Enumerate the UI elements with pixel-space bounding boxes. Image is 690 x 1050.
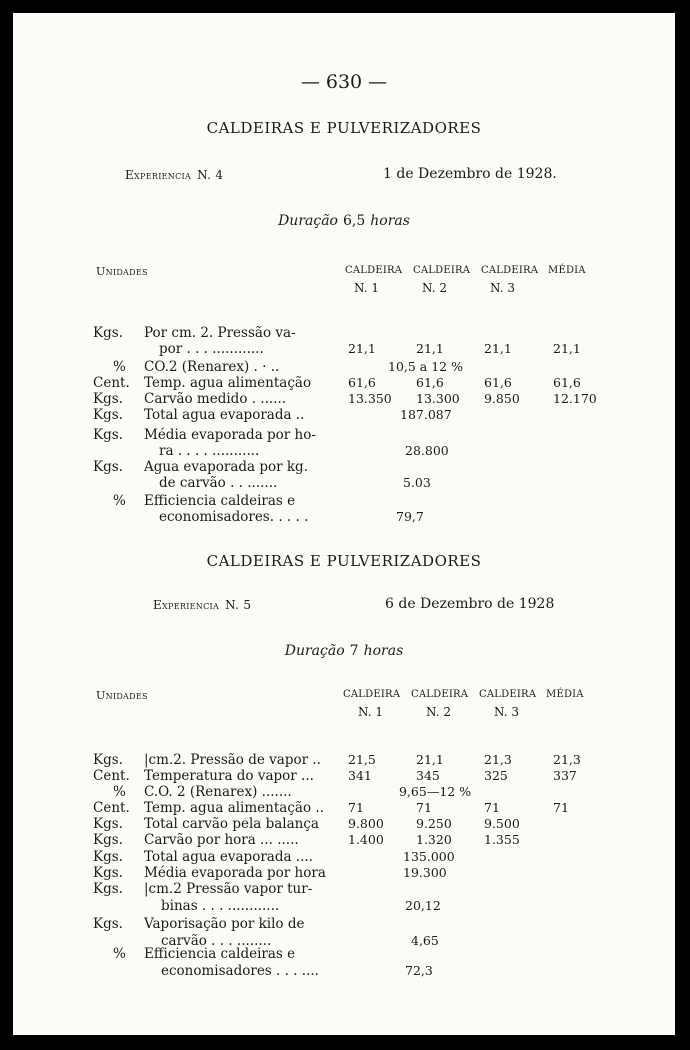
section2-duration — [13, 643, 675, 659]
section1-row-value: 21,1 — [416, 341, 444, 356]
section1-units-header: Unidades — [96, 265, 148, 278]
section2-row-unit: Kgs. — [93, 752, 123, 768]
page-number: — 630 — — [300, 71, 388, 93]
section2-row-description: Temperatura do vapor ... — [144, 768, 314, 784]
section2-row-value: 337 — [553, 768, 577, 783]
section2-duration-label: Duração — [284, 643, 345, 659]
section2-row-unit: % — [113, 784, 126, 800]
section2-row-value: 1.355 — [484, 832, 520, 847]
section2-row-unit: Kgs. — [93, 881, 123, 897]
section1-row-description: CO.2 (Renarex) . · .. — [144, 359, 280, 375]
document-page — [13, 13, 675, 1035]
section1-row-value: 61,6 — [553, 375, 581, 390]
section1-row-unit: Kgs. — [93, 427, 123, 443]
section1-row-merged-value: 28.800 — [405, 443, 449, 458]
section1-column-header: CALDEIRA — [345, 265, 403, 276]
section1-column-number: N. 3 — [490, 281, 515, 295]
section1-row-unit: % — [113, 493, 126, 509]
section2-row-value: 71 — [348, 800, 364, 815]
section1-row-merged-value: 187.087 — [400, 407, 452, 422]
section2-row-unit: Cent. — [93, 768, 130, 784]
section1-duration — [13, 213, 675, 229]
section2-column-number: N. 2 — [426, 705, 451, 719]
section2-row-description: Efficiencia caldeiras e — [144, 946, 296, 962]
section1-column-number: N. 1 — [354, 281, 379, 295]
section2-row-description: Total agua evaporada .... — [144, 849, 313, 865]
section2-date: 6 de Dezembro de 1928 — [385, 596, 555, 612]
section2-row-description: |cm.2 Pressão vapor tur- — [144, 881, 313, 897]
section2-column-header: MÉDIA — [546, 689, 584, 700]
section2-duration-unit: horas — [363, 643, 404, 659]
section1-row-description: Efficiencia caldeiras e — [144, 493, 296, 509]
section2-row-unit: Cent. — [93, 800, 130, 816]
section2-row-value: 345 — [416, 768, 440, 783]
section2-row-value: 1.320 — [416, 832, 452, 847]
section1-row-unit: % — [113, 359, 126, 375]
section1-row-description: Temp. agua alimentação — [144, 375, 312, 391]
section1-row-unit: Kgs. — [93, 325, 123, 341]
section2-row-unit: Kgs. — [93, 916, 123, 932]
section1-row-value: 61,6 — [416, 375, 444, 390]
section2-column-number: N. 1 — [358, 705, 383, 719]
section1-row-value: 13.300 — [416, 391, 460, 406]
section2-row-unit: % — [113, 946, 126, 962]
section1-row-description: Agua evaporada por kg. — [144, 459, 308, 475]
section1-row-value: 21,1 — [484, 341, 512, 356]
section1-experiment — [125, 168, 223, 183]
section2-column-number: N. 3 — [494, 705, 519, 719]
section1-row-unit: Kgs. — [93, 391, 123, 407]
section2-row-description: carvão . . . ........ — [161, 933, 272, 949]
section1-row-value: 61,6 — [348, 375, 376, 390]
section1-duration-unit: horas — [370, 213, 410, 229]
section1-title: CALDEIRAS E PULVERIZADORES — [206, 119, 482, 137]
section2-row-value: 9.800 — [348, 816, 384, 831]
section1-row-description: por . . . ............ — [159, 341, 264, 357]
section1-row-description: Total agua evaporada .. — [144, 407, 305, 423]
section1-row-description: Carvão medido . ...... — [144, 391, 287, 407]
section1-row-description: de carvão . . ....... — [159, 475, 278, 491]
section2-row-value: 21,3 — [553, 752, 581, 767]
section1-column-number: N. 2 — [422, 281, 447, 295]
section2-column-header: CALDEIRA — [479, 689, 537, 700]
section1-row-value: 13.350 — [348, 391, 392, 406]
section2-row-description: Vaporisação por kilo de — [144, 916, 305, 932]
section2-row-unit: Kgs. — [93, 832, 123, 848]
section1-duration-label: Duração — [278, 213, 338, 229]
section2-duration-value: 7 — [349, 643, 359, 659]
section2-row-description: Média evaporada por hora — [144, 865, 326, 881]
section2-row-merged-value: 72,3 — [405, 963, 433, 978]
section2-row-unit: Kgs. — [93, 816, 123, 832]
section2-row-merged-value: 4,65 — [411, 933, 439, 948]
section2-units-header: Unidades — [96, 689, 148, 702]
section2-experiment-number: N. 5 — [225, 598, 252, 612]
section1-row-value: 9.850 — [484, 391, 520, 406]
section2-row-unit: Kgs. — [93, 865, 123, 881]
section2-row-merged-value: 135.000 — [403, 849, 455, 864]
section1-row-description: economisadores. . . . . — [159, 509, 309, 525]
section2-row-value: 9.250 — [416, 816, 452, 831]
section2-column-header: CALDEIRA — [411, 689, 469, 700]
section2-experiment — [153, 598, 251, 613]
section2-row-value: 71 — [416, 800, 432, 815]
section1-date: 1 de Dezembro de 1928. — [383, 166, 557, 182]
section1-duration-value: 6,5 — [342, 213, 366, 229]
section1-row-merged-value: 10,5 a 12 % — [388, 359, 463, 374]
section1-row-merged-value: 79,7 — [396, 509, 424, 524]
section2-row-description: Total carvão pela balança — [144, 816, 319, 832]
section1-row-unit: Kgs. — [93, 407, 123, 423]
section2-row-description: Carvão por hora ... ..... — [144, 832, 299, 848]
section1-row-description: Média evaporada por ho- — [144, 427, 316, 443]
section2-row-merged-value: 9,65—12 % — [399, 784, 472, 799]
section2-row-value: 71 — [553, 800, 569, 815]
section2-row-description: binas . . . ............ — [161, 898, 280, 914]
section2-row-description: C.O. 2 (Renarex) ....... — [144, 784, 292, 800]
section2-row-value: 9.500 — [484, 816, 520, 831]
section2-row-merged-value: 20,12 — [405, 898, 441, 913]
section1-column-header: CALDEIRA — [481, 265, 539, 276]
section2-row-value: 21,5 — [348, 752, 376, 767]
section1-row-value: 12.170 — [553, 391, 597, 406]
section2-row-value: 21,3 — [484, 752, 512, 767]
section2-row-value: 71 — [484, 800, 500, 815]
section1-column-header: MÉDIA — [548, 265, 586, 276]
section1-row-value: 21,1 — [553, 341, 581, 356]
section2-row-description: Temp. agua alimentação .. — [144, 800, 324, 816]
section1-row-value: 21,1 — [348, 341, 376, 356]
section1-experiment-label: Experiencia — [125, 168, 192, 182]
section2-title: CALDEIRAS E PULVERIZADORES — [206, 552, 482, 570]
section2-row-value: 341 — [348, 768, 372, 783]
section2-row-description: |cm.2. Pressão de vapor .. — [144, 752, 321, 768]
section1-row-unit: Kgs. — [93, 459, 123, 475]
section2-row-value: 325 — [484, 768, 508, 783]
section2-row-value: 21,1 — [416, 752, 444, 767]
section2-row-value: 1.400 — [348, 832, 384, 847]
section1-row-description: ra . . . . ........... — [159, 443, 260, 459]
section1-row-value: 61,6 — [484, 375, 512, 390]
section1-row-unit: Cent. — [93, 375, 130, 391]
section1-experiment-number: N. 4 — [197, 168, 224, 182]
section2-column-header: CALDEIRA — [343, 689, 401, 700]
section2-experiment-label: Experiencia — [153, 598, 220, 612]
section1-row-description: Por cm. 2. Pressão va- — [144, 325, 296, 341]
section1-column-header: CALDEIRA — [413, 265, 471, 276]
section2-row-merged-value: 19.300 — [403, 865, 447, 880]
section2-row-unit: Kgs. — [93, 849, 123, 865]
section1-row-merged-value: 5.03 — [403, 475, 431, 490]
section2-row-description: economisadores . . . .... — [161, 963, 319, 979]
